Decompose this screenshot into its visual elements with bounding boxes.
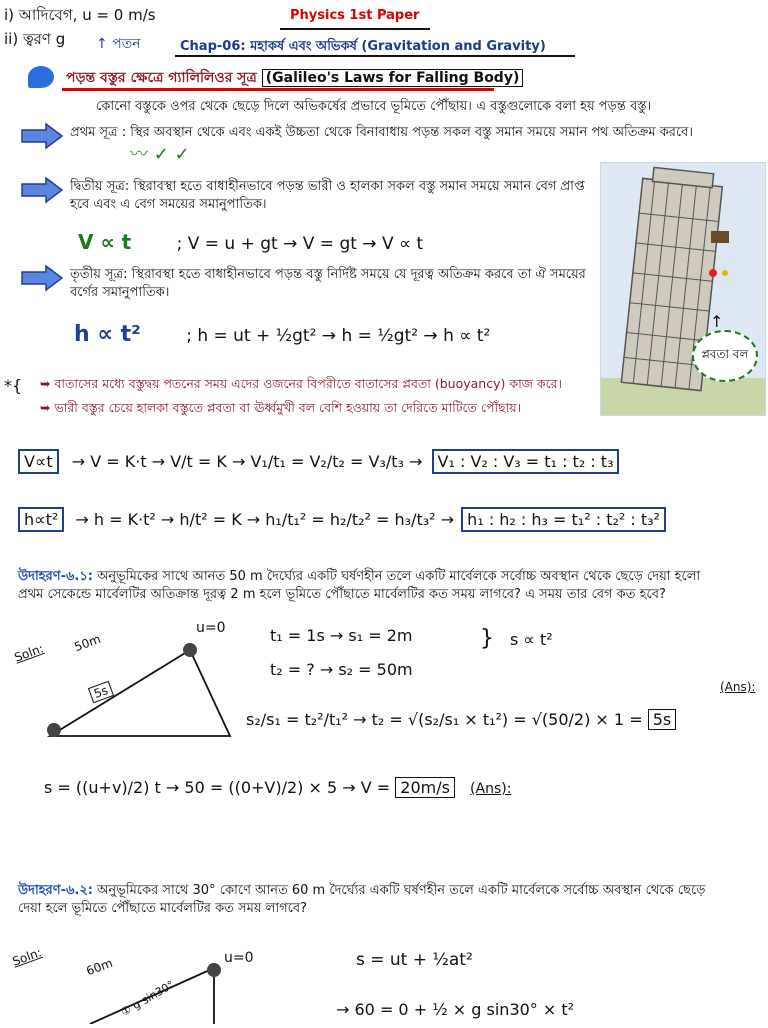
margin-arrow-note: ↑ পতন bbox=[96, 36, 141, 52]
example1-calculation-1: s₂/s₁ = t₂²/t₁² → t₂ = √(s₂/s₁ × t₁²) = √(50/2) × 1 = 5s bbox=[246, 710, 676, 729]
intro-text: কোনো বস্তুকে ওপর থেকে ছেড়ে দিলে অভিকর্ষের প্রভাবে ভূমিতে পৌঁছায়। এ বস্তুগুলোকে বলা হয় পড়ন্ত বস্তু। bbox=[96, 99, 652, 114]
section-title: পড়ন্ত বস্তুর ক্ষেত্রে গ্যালিলিওর সূত্র (Galileo's Laws for Falling Body) bbox=[66, 66, 523, 90]
example2-soln-label: Soln: bbox=[10, 945, 44, 969]
example2-equation-2: → 60 = 0 + ½ × g sin30° × t² bbox=[336, 1000, 575, 1019]
note-2: ➥ ভারী বস্তুর চেয়ে হালকা বস্তুতে প্লবতা বা ঊর্ধ্বমুখী বল বেশি হওয়ায় তা দেরিতে মাটিতে পৌঁছায়। bbox=[40, 400, 522, 415]
example2-text: উদাহরণ-৬.২: অনুভূমিকের সাথে 30° কোণে আনত 60 m দৈর্ঘ্যের একটি ঘর্ষণহীন তলে একটি মার্বেলকে সর্বোচ্চ অবস্থান থেকে ছেড়ে দেয়া হলে ভূমিতে পৌঁছাতে মার্বেলটির কত সময় লাগবে? bbox=[18, 883, 706, 916]
derivation-v: V∝t → V = K·t → V/t = K → V₁/t₁ = V₂/t₂ = V₃/t₃ → V₁ : V₂ : V₃ = t₁ : t₂ : t₃ bbox=[18, 452, 619, 471]
example1-proportion: } bbox=[480, 626, 494, 651]
example1-fig-u: u=0 bbox=[196, 620, 226, 636]
margin-note-2: ii) ত্বরণ g bbox=[4, 30, 66, 48]
example1-calculation-2: s = ((u+v)/2) t → 50 = ((0+V)/2) × 5 → V = 20m/s (Ans): bbox=[44, 778, 512, 797]
section-bullet-icon bbox=[28, 66, 54, 88]
example2-fig-length: 60m bbox=[84, 955, 115, 979]
example1-proportion-text: s ∝ t² bbox=[510, 630, 553, 649]
example1-given-2: t₂ = ? → s₂ = 50m bbox=[270, 660, 413, 679]
derivation-h: h∝t² → h = K·t² → h/t² = K → h₁/t₁² = h₂/t₂² = h₃/t₃² → h₁ : h₂ : h₃ = t₁² : t₂² : t₃² bbox=[18, 510, 666, 529]
margin-star: *{ bbox=[4, 376, 23, 395]
example1-answer-tag-1: (Ans): bbox=[720, 680, 756, 694]
law1-handwritten-mark: 〰 ✓ ✓ bbox=[130, 144, 190, 165]
law2-arrow-icon bbox=[20, 176, 64, 208]
example1-given-1: t₁ = 1s → s₁ = 2m bbox=[270, 626, 413, 645]
example2-equation-1: s = ut + ½at² bbox=[356, 950, 473, 970]
chapter-underline bbox=[175, 55, 575, 57]
note-1: ➥ বাতাসের মধ্যে বস্তুদ্বয় পতনের সময় এদের ওজনের বিপরীতে বাতাসের প্লবতা (buoyancy) কাজ করে। bbox=[40, 376, 562, 391]
example2-fig-u: u=0 bbox=[224, 950, 254, 966]
law3-arrow-icon bbox=[20, 264, 64, 296]
law2-formula: V ∝ t ; V = u + gt → V = gt → V ∝ t bbox=[78, 230, 424, 254]
example1-incline-figure bbox=[40, 628, 240, 748]
section-title-underline bbox=[62, 88, 494, 91]
example2-fig-acc: ① g sin30° bbox=[118, 978, 177, 1019]
chapter-title: Chap-06: মহাকর্ষ এবং অভিকর্ষ (Gravitation and Gravity) bbox=[180, 39, 546, 54]
buoyancy-label-bubble: প্লবতা বল bbox=[692, 330, 758, 382]
example1-soln-label: Soln: bbox=[12, 641, 46, 665]
header-underline bbox=[280, 28, 430, 30]
law3-text: তৃতীয় সূত্র: স্থিরাবস্থা হতে বাধাহীনভাবে পড়ন্ত বস্তু নির্দিষ্ট সময়ে যে দূরত্ব অতিক্রম করবে তা ঐ সময়ের বর্গের সমানুপাতিক। bbox=[70, 267, 586, 300]
buoyancy-up-arrow-icon: ↑ bbox=[710, 312, 724, 331]
law2-text: দ্বিতীয় সূত্র: স্থিরাবস্থা হতে বাধাহীনভাবে পড়ন্ত ভারী ও হালকা সকল বস্তু সমান সময়ে সমান বেগ প্রাপ্ত হবে এবং এ বেগ সময়ের সমানুপাতিক। bbox=[70, 179, 585, 212]
example1-fig-time: 5s bbox=[88, 681, 114, 704]
law3-formula: h ∝ t² ; h = ut + ½gt² → h = ½gt² → h ∝ t² bbox=[74, 322, 491, 347]
page-header-title: Physics 1st Paper bbox=[290, 8, 420, 23]
example1-fig-length: 50m bbox=[72, 631, 103, 655]
example1-text: উদাহরণ-৬.১: অনুভূমিকের সাথে আনত 50 m দৈর্ঘ্যের একটি ঘর্ষণহীন তলে একটি মার্বেলকে সর্বোচ্চ অবস্থান থেকে ছেড়ে দেয়া হলো প্রথম সেকেন্ডে মার্বেলটির অতিক্রান্ত দূরত্ব 2 m হলে ভূমিতে পৌঁছাতে মার্বেলটির কত সময় লাগবে? এ সময় তার বেগ কত হবে? bbox=[18, 569, 701, 602]
margin-note-1: i) আদিবেগ, u = 0 m/s bbox=[4, 6, 156, 24]
law1-text: প্রথম সূত্র : স্থির অবস্থান থেকে এবং একই উচ্চতা থেকে বিনাবাধায় পড়ন্ত সকল বস্তু সমান সময়ে সমান পথ অতিক্রম করবে। bbox=[70, 125, 694, 140]
